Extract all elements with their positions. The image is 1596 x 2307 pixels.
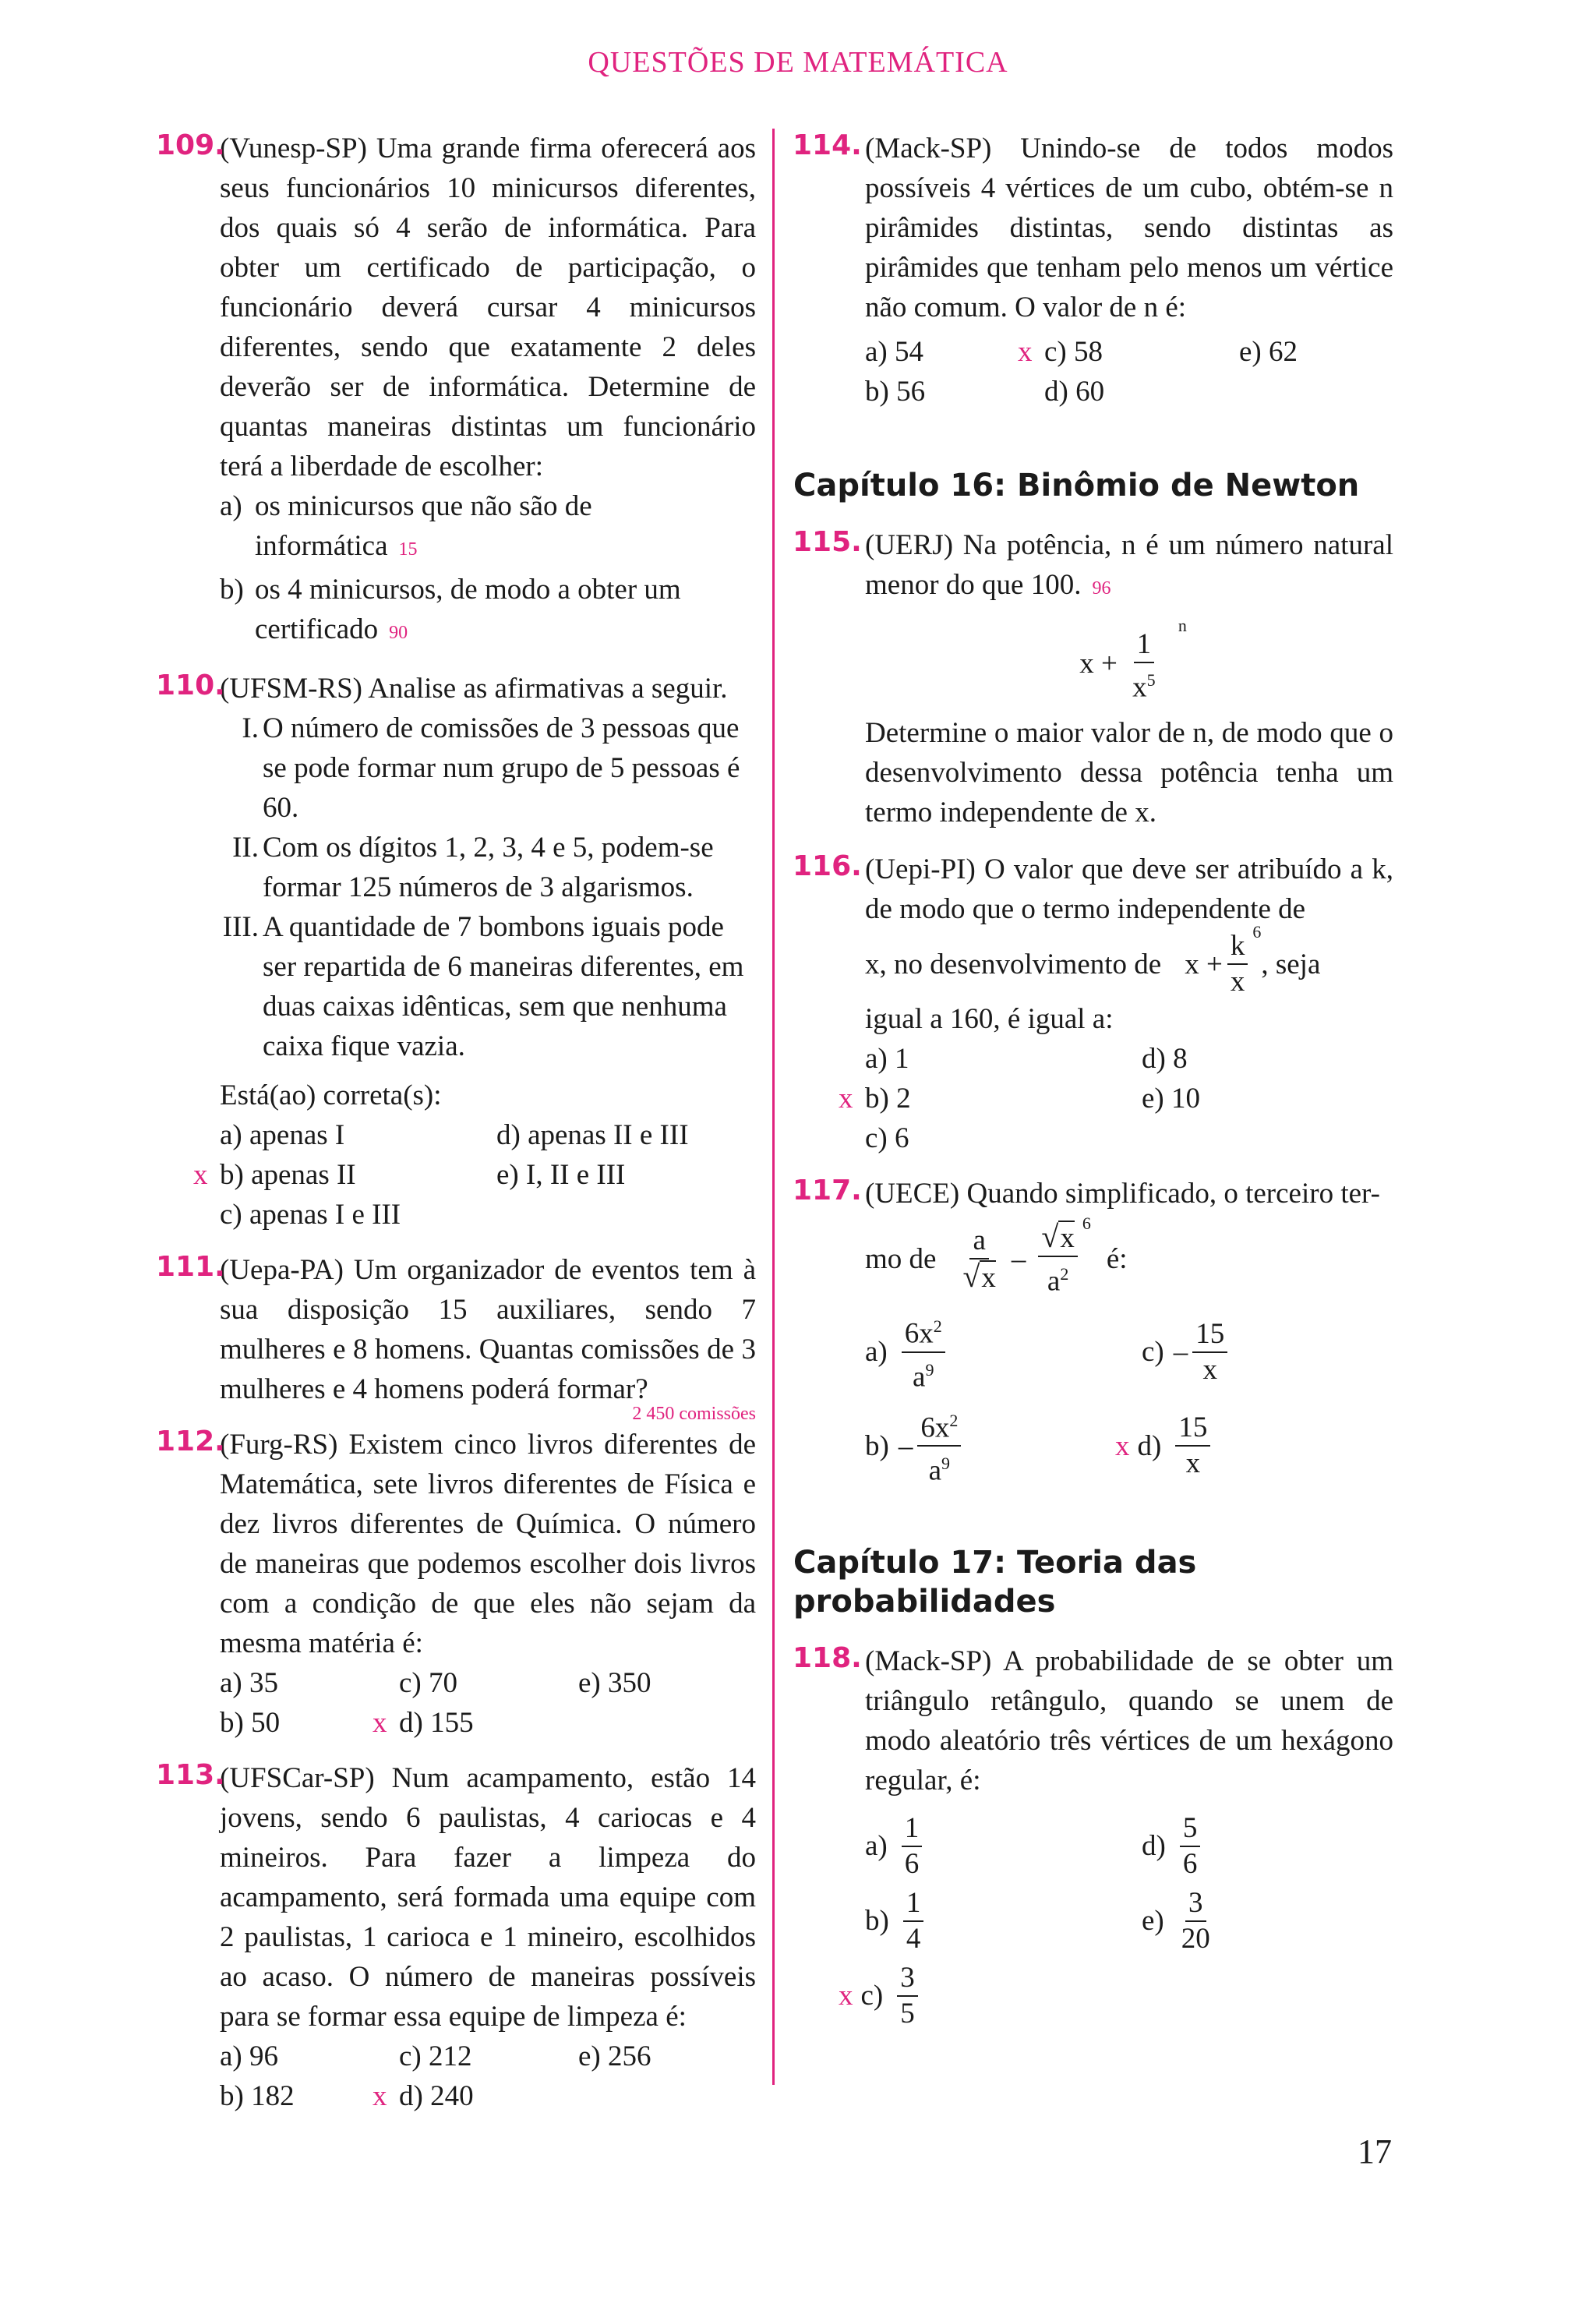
option-a: a) 1	[865, 1043, 909, 1075]
option-e: e) 350	[578, 1667, 651, 1699]
option-c: c) – $\frac{15}{x}$	[1142, 1309, 1375, 1394]
option-d: d) apenas II e III	[496, 1119, 689, 1151]
statement-label: I.	[242, 712, 259, 744]
question-114	[793, 129, 1393, 412]
chapter-title-16: Capítulo 16: Binômio de Newton	[793, 468, 1360, 503]
binomial-expression: x + $\frac{1}{x^5}$ $^n$	[1079, 615, 1187, 704]
option-c: c) 6	[865, 1122, 909, 1154]
question-number: 109.	[156, 129, 225, 161]
option-c: x c) 58	[1044, 332, 1239, 372]
question-112	[156, 1425, 756, 1743]
item-label: b)	[220, 574, 244, 606]
options	[193, 1115, 756, 1235]
question-text: (UERJ) Na potência, n é um número natural menor do que 100.	[865, 529, 1393, 601]
exponent: n	[1178, 615, 1187, 635]
question-text: (Vunesp-SP) Uma grande firma oferecerá aos seus funcionários 10 minicursos diferentes, dos quais só 4 serão de informática. Para obter um certificado de participação, o funcionário deverá cursar 4 minicursos diferentes, sendo que exatamente 2 deles deverão ser de informática. Determine de quantas maneiras distintas um funcionário terá a liberdade de escolher:	[220, 132, 756, 482]
answer-mark: x	[373, 2080, 387, 2112]
item-text: os minicursos que não são de informática	[255, 490, 592, 562]
handwritten-answer: 90	[389, 623, 408, 643]
running-header: QUESTÕES DE MATEMÁTICA	[588, 46, 1008, 79]
item-b	[220, 570, 756, 653]
options	[220, 2037, 756, 2116]
question-115	[793, 525, 1393, 832]
question-text: (Furg-RS) Existem cinco livros diferentes de Matemática, sete livros diferentes de Física e dez livros diferentes de Química. O número de maneiras que podemos escolher dois livros com a condição de que eles não sejam da mesma matéria é:	[220, 1429, 756, 1659]
question-number: 110.	[156, 669, 225, 701]
option-e: e) 62	[1239, 336, 1298, 368]
options	[865, 332, 1393, 412]
question-number: 111.	[156, 1251, 225, 1283]
handwritten-answer: 96	[1092, 578, 1111, 599]
item-text: os 4 minicursos, de modo a obter um certificado	[255, 574, 681, 645]
column-divider	[772, 129, 775, 2085]
statement-label: II.	[232, 832, 259, 864]
item-a	[220, 486, 756, 570]
question-number: 113.	[156, 1759, 225, 1791]
question-text: (UECE) Quando simplificado, o terceiro ter-	[865, 1178, 1380, 1210]
question-number: 118.	[793, 1641, 862, 1674]
statement-text: A quantidade de 7 bombons iguais pode ser repartida de 6 maneiras diferentes, em duas caixas idênticas, sem que nenhuma caixa fique vazia.	[263, 911, 744, 1062]
statement-ii	[220, 828, 756, 907]
option-e: e) $\frac{3}{20}$	[1142, 1886, 1210, 1955]
question-116: 116. (Uepi-PI) O valor que deve ser atribuído a k, de modo que o termo independente de x, no desenvolvimento de x + $\frac{k}{x}$ 6 , seja igual a 160, é igual a: a) 1 d) 8 x b) 2 e) 10 c) 6	[793, 850, 1393, 1158]
option-a: a) apenas I	[220, 1119, 345, 1151]
statement-i	[220, 708, 756, 828]
question-text: (Uepi-PI) O valor que deve ser atribuído a k, de modo que o termo independente de	[865, 853, 1393, 925]
page-number: 17	[1358, 2132, 1392, 2171]
statement-text: O número de comissões de 3 pessoas que se pode formar num grupo de 5 pessoas é 60.	[263, 712, 740, 824]
options	[220, 1663, 756, 1743]
question-text: (UFSCar-SP) Num acampamento, estão 14 jovens, sendo 6 paulistas, 4 cariocas e 4 mineiros. Para fazer a limpeza do acampamento, será formada uma equipe com 2 paulistas, 1 carioca e 1 mineiro, escolhidos ao acaso. O número de maneiras possíveis para se formar essa equipe de limpeza é:	[220, 1762, 756, 2033]
statement-iii	[220, 907, 756, 1066]
question-number: 115.	[793, 526, 862, 558]
option-e: e) 10	[1142, 1083, 1200, 1115]
options	[839, 1039, 1393, 1158]
item-label: a)	[220, 490, 242, 522]
answer-mark: x	[373, 1707, 387, 1739]
answer-mark: x	[839, 1083, 853, 1115]
option-c: c) 212	[399, 2040, 472, 2072]
option-d: x d) 155	[399, 1703, 578, 1743]
option-a: a) 35	[220, 1667, 278, 1699]
option-b: x b) 2	[865, 1079, 1142, 1118]
question-118	[793, 1641, 1393, 2031]
option-d: d) 60	[1044, 376, 1105, 408]
question-111	[156, 1250, 756, 1424]
option-b: b) $\frac{1}{4}$	[865, 1886, 1142, 1956]
answer-mark: x	[193, 1159, 208, 1191]
question-text-b: mo de	[865, 1243, 937, 1276]
option-a: a) 54	[865, 336, 923, 368]
options	[839, 1811, 1393, 2031]
option-a: a) 96	[220, 2040, 278, 2072]
answer-mark: x	[1018, 336, 1033, 368]
right-column	[793, 129, 1393, 2031]
question-text-b: x, no desenvolvimento de	[865, 948, 1162, 980]
answer-mark: x	[1115, 1429, 1130, 1462]
question-number: 117.	[793, 1175, 862, 1206]
option-c: c) 70	[399, 1667, 457, 1699]
option-e: e) I, II e III	[496, 1159, 626, 1191]
option-d: d) $\frac{5}{6}$	[1142, 1811, 1375, 1881]
option-c: c) apenas I e III	[220, 1199, 401, 1231]
question-text-2: Determine o maior valor de n, de modo que o desenvolvimento dessa potência tenha um termo independente de x.	[865, 717, 1393, 828]
answer-mark: x	[839, 1980, 853, 2012]
question-prompt: Está(ao) correta(s):	[220, 1079, 442, 1111]
option-a: a) $\frac{1}{6}$	[865, 1811, 1142, 1881]
exponent: 6	[1082, 1214, 1091, 1234]
question-text-d: igual a 160, é igual a:	[865, 1003, 1114, 1035]
question-number: 112.	[156, 1426, 225, 1457]
question-text: (Mack-SP) A probabilidade de se obter um triângulo retângulo, quando se unem de modo aleatório três vértices de um hexágono regular, é:	[865, 1645, 1393, 1796]
question-text: (Mack-SP) Unindo-se de todos modos possíveis 4 vértices de um cubo, obtém-se n pirâmides distintas, sendo distintas as pirâmides que tenham pelo menos um vértice não comum. O valor de n é:	[865, 132, 1393, 323]
option-b: x b) apenas II	[220, 1155, 496, 1195]
question-text: (Uepa-PA) Um organizador de eventos tem à sua disposição 15 auxiliares, sendo 7 mulheres e 8 homens. Quantas comissões de 3 mulheres e 4 homens poderá formar?	[220, 1254, 756, 1405]
left-column	[156, 129, 756, 2116]
statement-label: III.	[222, 911, 259, 943]
option-b: b) 56	[865, 376, 926, 408]
question-117: 117. (UECE) Quando simplificado, o terceiro ter- mo de $\frac{a}{√x}$ – $\frac{√x}{a^2}$ 6 é: a) $\frac{6x^2}{a^9}$ c) – $\frac{15}{x}$ b) – $\frac{6x^2}{a^9}$ x d) $\frac{15}{x}$	[793, 1174, 1393, 1489]
question-109	[156, 129, 756, 653]
option-b: b) – $\frac{6x^2}{a^9}$	[865, 1404, 1142, 1489]
question-number: 116.	[793, 850, 862, 882]
option-e: e) 256	[578, 2040, 651, 2072]
option-d: d) 8	[1142, 1043, 1188, 1075]
option-c: x c) $\frac{3}{5}$	[865, 1961, 1142, 2031]
question-text: (UFSM-RS) Analise as afirmativas a seguir.	[220, 673, 728, 705]
options	[865, 1309, 1393, 1488]
question-113	[156, 1758, 756, 2116]
option-a: a) $\frac{6x^2}{a^9}$	[865, 1309, 1142, 1394]
option-b: b) 50	[220, 1707, 281, 1739]
question-number: 114.	[793, 129, 862, 161]
question-110	[156, 669, 756, 1235]
statement-text: Com os dígitos 1, 2, 3, 4 e 5, podem-se formar 125 números de 3 algarismos.	[263, 832, 714, 903]
handwritten-answer: 2 450 comissões	[632, 1404, 756, 1424]
exponent: 6	[1252, 921, 1262, 942]
handwritten-answer: 15	[398, 539, 418, 560]
option-d: x d) 240	[399, 2076, 578, 2116]
chapter-title-17: Capítulo 17: Teoria das probabilidades	[793, 1544, 1197, 1620]
option-b: b) 182	[220, 2080, 295, 2112]
option-d: x d) $\frac{15}{x}$	[1142, 1404, 1375, 1489]
